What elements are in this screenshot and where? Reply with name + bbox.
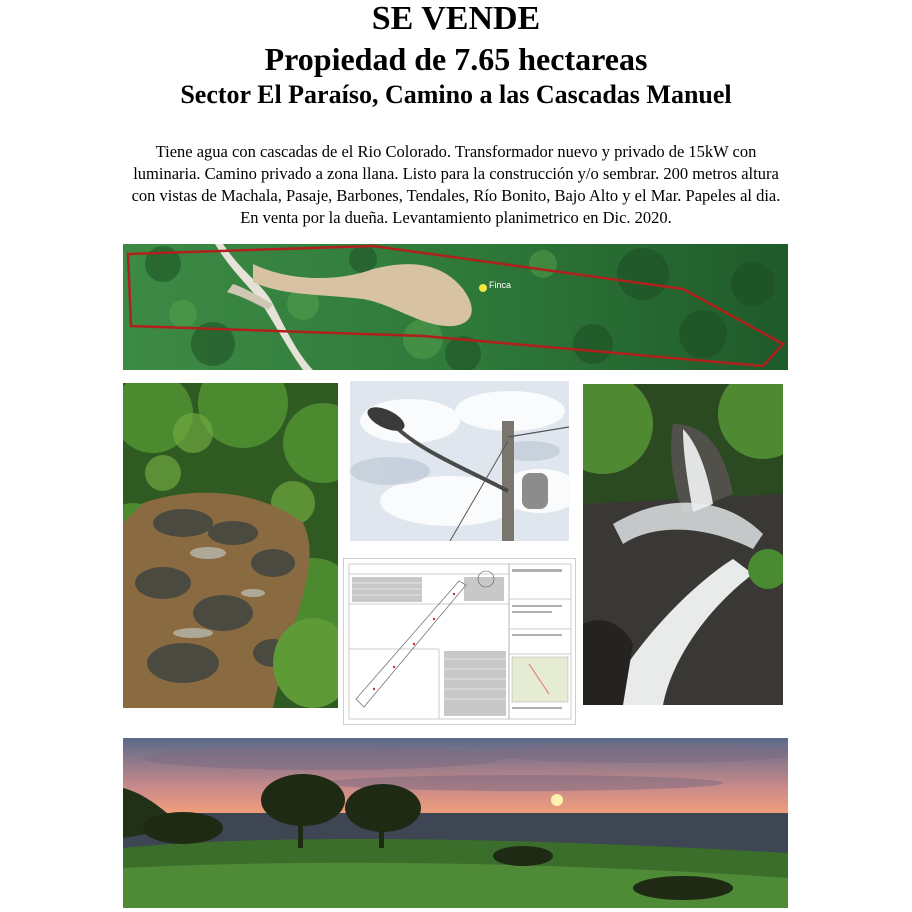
listing-description: Tiene agua con cascadas de el Rio Colorado. Transformador nuevo y privado de 15kW con luminaria. Camino privado a zona llana. Listo para la construcción y/o sembrar. 200 metros altura con vistas de Machala, Pasaje, Barbones, Tendales, Río Bonito, Bajo Alto y el Mar. Papeles al dia. En venta por la dueña. Levantamiento planimetrico en Dic. 2020. [131,142,781,227]
waterfall-photo [583,384,783,705]
survey-plan [343,558,576,725]
utility-pole [502,421,514,541]
sunset-photo [123,738,788,908]
sun-icon [551,794,563,806]
map-pin-label: Finca [489,280,512,290]
listing-location: Sector El Paraíso, Camino a las Cascadas Manuel [180,80,732,109]
listing-title: SE VENDE [371,0,541,37]
transformer [522,473,548,509]
stream-photo [123,383,338,708]
transformer-photo [350,381,569,541]
map-pin-icon [479,284,487,292]
listing-subtitle: Propiedad de 7.65 hectareas [264,41,648,77]
aerial-photo [123,244,788,370]
